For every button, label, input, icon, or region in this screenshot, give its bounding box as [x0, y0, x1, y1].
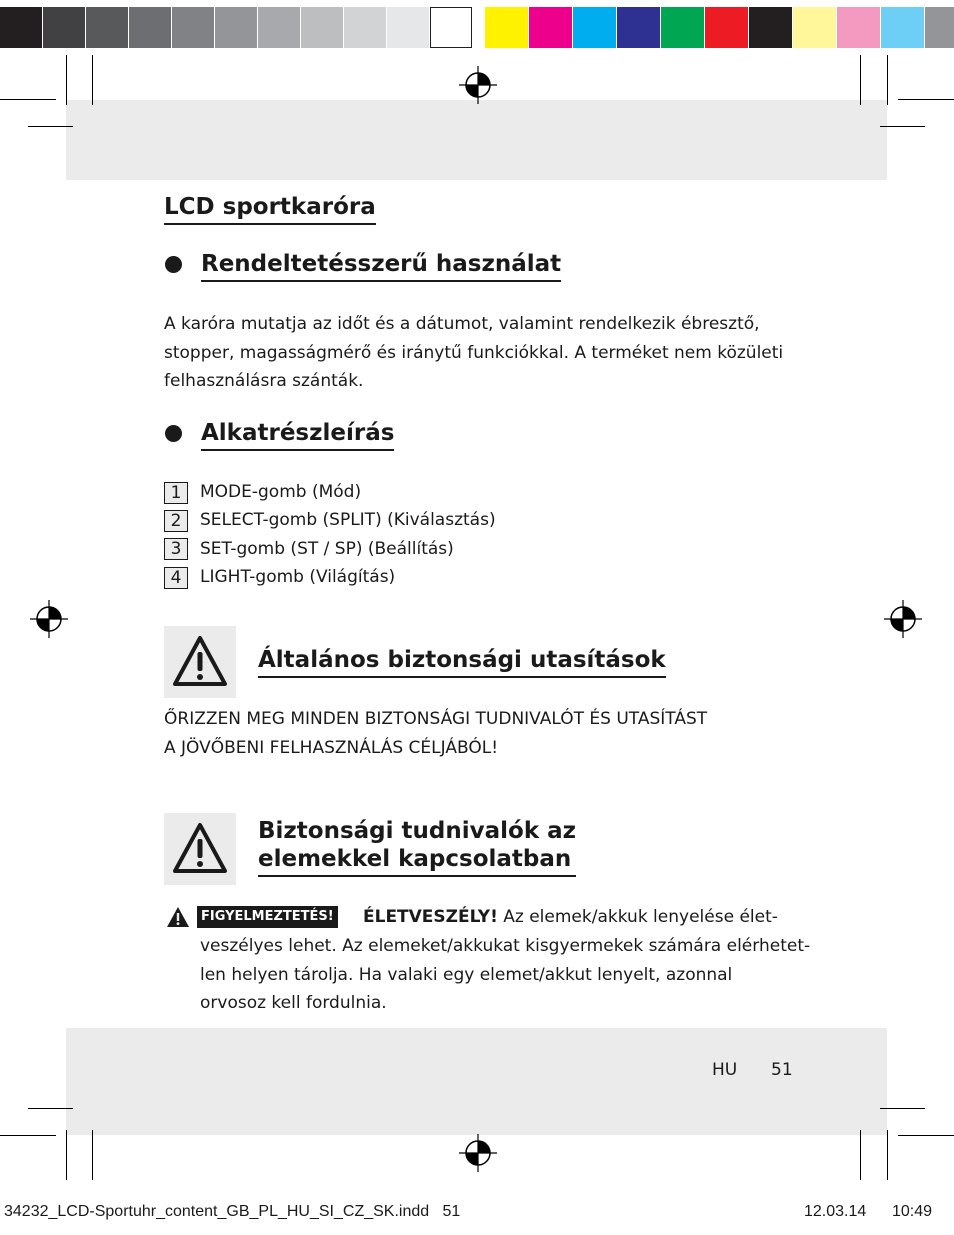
bullet-icon	[165, 425, 182, 442]
warning-triangle-icon	[164, 813, 236, 885]
color-swatch	[485, 7, 528, 48]
part-label-1: MODE-gomb (Mód)	[200, 482, 362, 502]
header-band	[66, 100, 887, 180]
color-swatch	[749, 7, 792, 48]
registration-mark-top-icon	[459, 66, 497, 104]
warning-first-line	[363, 903, 778, 932]
slug-date: 12.03.14	[804, 1203, 867, 1220]
section-heading-parts: Alkatrészleírás	[201, 419, 394, 451]
text-line: A JÖVŐBENI FELHASZNÁLÁS CÉLJÁBÓL!	[164, 737, 499, 758]
gray-swatch	[129, 7, 171, 48]
gray-swatch	[301, 7, 343, 48]
part-label-4: LIGHT-gomb (Világítás)	[200, 567, 396, 587]
page-title: LCD sportkaróra	[164, 193, 376, 225]
slug-time: 10:49	[892, 1203, 933, 1220]
part-number-1: 1	[164, 482, 188, 504]
gray-swatch	[0, 7, 42, 48]
color-swatch	[529, 7, 572, 48]
text-line: A karóra mutatja az időt és a dátumot, valamint rendelkezik ébresztő,	[164, 314, 760, 334]
text-line: ŐRIZZEN MEG MINDEN BIZTONSÁGI TUDNIVALÓT ÉS UTASÍTÁST	[164, 709, 708, 729]
bullet-icon	[165, 256, 182, 273]
text-line: felhasználásra szánták.	[164, 371, 364, 391]
part-number-4: 4	[164, 567, 188, 589]
heading-line: Biztonsági tudnivalók az	[258, 818, 577, 844]
warning-box	[164, 813, 236, 885]
color-swatch	[573, 7, 616, 48]
color-swatch	[837, 7, 880, 48]
danger-label: ÉLETVESZÉLY!	[363, 907, 498, 927]
color-swatch	[881, 7, 924, 48]
small-warning-icon	[166, 906, 190, 928]
text-line: len helyen tárolja. Ha valaki egy elemet/akkut lenyelt, azonnal	[200, 964, 733, 985]
paragraph-safety	[164, 705, 707, 762]
footer-band	[66, 1028, 887, 1135]
gray-swatch	[172, 7, 214, 48]
warning-label-badge: FIGYELMEZTETÉS!	[197, 906, 338, 928]
color-swatch	[705, 7, 748, 48]
warning-box	[164, 626, 236, 698]
part-label-3: SET-gomb (ST / SP) (Beállítás)	[200, 539, 454, 559]
gray-swatch	[430, 7, 472, 48]
section-heading-safety: Általános biztonsági utasítások	[258, 646, 666, 678]
section-heading-use: Rendeltetésszerű használat	[201, 250, 561, 282]
gray-swatch	[86, 7, 128, 48]
part-number-2: 2	[164, 510, 188, 532]
color-swatch	[617, 7, 660, 48]
color-swatch	[661, 7, 704, 48]
paragraph-battery	[200, 932, 810, 1018]
gray-swatch	[43, 7, 85, 48]
gray-swatch	[258, 7, 300, 48]
section-heading-battery	[258, 817, 576, 877]
color-swatch	[925, 7, 954, 48]
page-number: 51	[771, 1060, 793, 1080]
text-line: stopper, magasságmérő és iránytű funkciókkal. A terméket nem közületi	[164, 342, 784, 363]
text-line: veszélyes lehet. Az elemeket/akkukat kisgyermekek számára elérhetet-	[200, 936, 811, 956]
paragraph-use	[164, 310, 783, 396]
warning-first-line-text: Az elemek/akkuk lenyelése élet-	[503, 907, 778, 927]
gray-swatch	[215, 7, 257, 48]
color-swatch	[793, 7, 836, 48]
registration-mark-bottom-icon	[459, 1134, 497, 1172]
registration-mark-right-icon	[884, 600, 922, 638]
text-line: orvosoz kell fordulnia.	[200, 993, 387, 1013]
slug-filename: 34232_LCD-Sportuhr_content_GB_PL_HU_SI_CZ_SK.indd 51	[4, 1203, 461, 1220]
warning-triangle-icon	[164, 626, 236, 698]
gray-swatch	[387, 7, 429, 48]
part-number-3: 3	[164, 538, 188, 560]
part-label-2: SELECT-gomb (SPLIT) (Kiválasztás)	[200, 510, 496, 530]
gray-swatch	[344, 7, 386, 48]
heading-line: elemekkel kapcsolatban	[258, 846, 572, 872]
footer-language: HU	[712, 1060, 738, 1080]
registration-mark-left-icon	[30, 600, 68, 638]
